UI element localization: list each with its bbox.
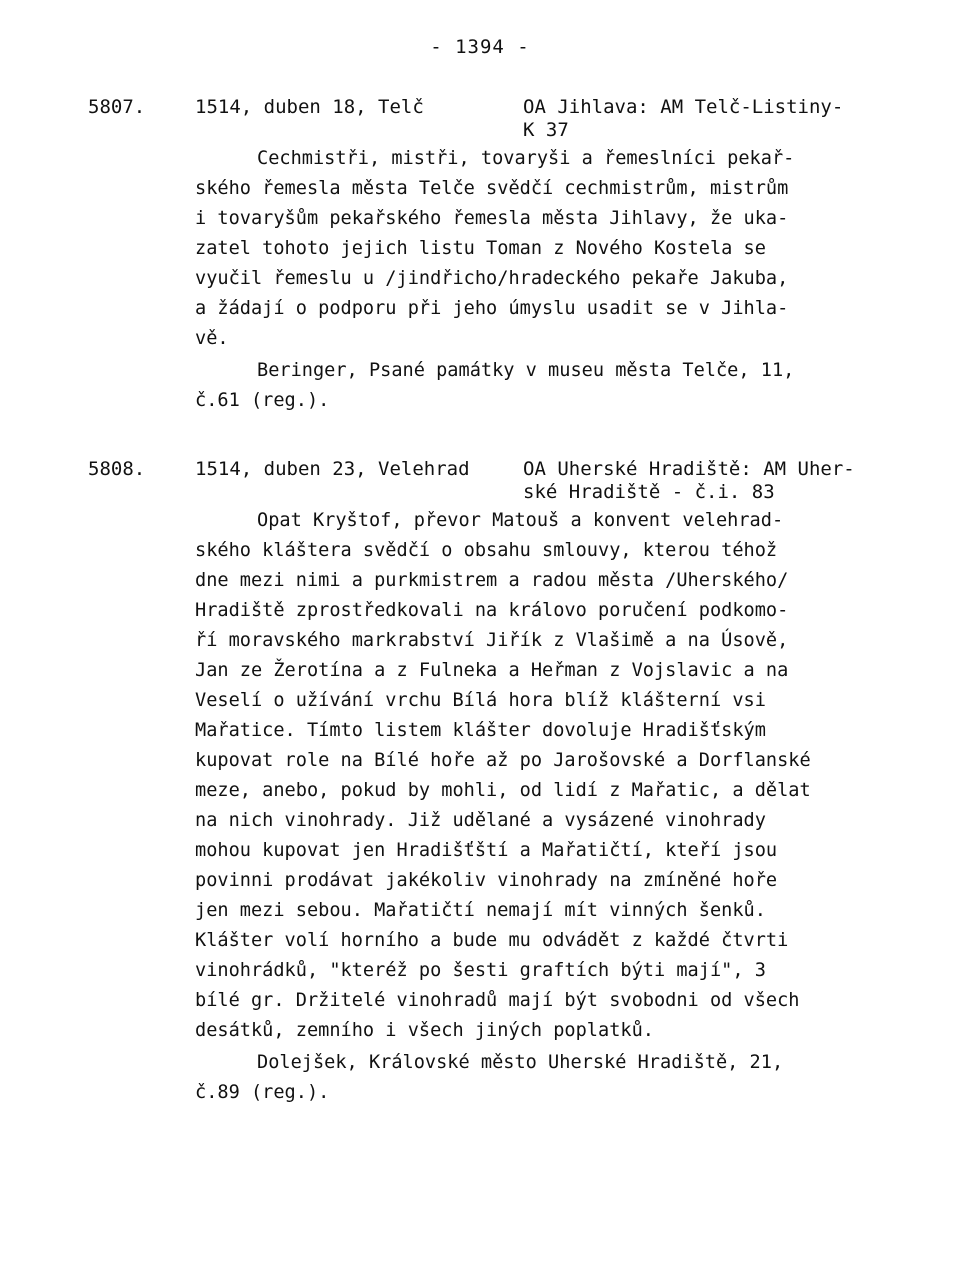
page-number: - 1394 - [430, 36, 530, 58]
archive-line: OA Uherské Hradiště: AM Uher- [523, 458, 855, 480]
text-line: desátků, zemního i všech jiných poplatků. [195, 1020, 654, 1041]
text-line: vyučil řemeslu u /jindřicho/hradeckého pekaře Jakuba, [195, 268, 789, 289]
text-line: Opat Kryštof, převor Matouš a konvent velehrad- [257, 510, 784, 531]
text-line: Veselí o užívání vrchu Bílá hora blíž klášterní vsi [195, 690, 766, 711]
text-line: jen mezi sebou. Mařatičtí nemají mít vinných šenků. [195, 900, 766, 921]
entry-number: 5808. [88, 458, 146, 480]
entry-dateline: 1514, duben 23, Velehrad [195, 458, 470, 480]
text-line: i tovaryšům pekařského řemesla města Jihlavy, že uka- [195, 208, 789, 229]
text-line: bílé gr. Držitelé vinohradů mají být svobodni od všech [195, 990, 800, 1011]
text-line: povinni prodávat jakékoliv vinohrady na zmíněné hoře [195, 870, 778, 891]
bibliographic-reference: Dolejšek, Královské město Uherské Hradiště, 21, [257, 1052, 784, 1073]
text-line: meze, anebo, pokud by mohli, od lidí z Mařatic, a dělat [195, 780, 811, 801]
text-line: Hradiště zprostředkovali na královo poručení podkomo- [195, 600, 789, 621]
text-line: ského kláštera svědčí o obsahu smlouvy, kterou téhož [195, 540, 778, 561]
archive-line: K 37 [523, 119, 569, 141]
bibliographic-reference: č.89 (reg.). [195, 1082, 330, 1103]
text-line: Klášter volí horního a bude mu odvádět z každé čtvrti [195, 930, 789, 951]
entry-number: 5807. [88, 96, 146, 118]
bibliographic-reference: č.61 (reg.). [195, 390, 330, 411]
text-line: zatel tohoto jejich listu Toman z Nového Kostela se [195, 238, 766, 259]
archive-line: ské Hradiště - č.i. 83 [523, 481, 775, 503]
text-line: na nich vinohrady. Již udělané a vysázené vinohrady [195, 810, 766, 831]
archive-line: OA Jihlava: AM Telč-Listiny- [523, 96, 844, 118]
text-line: a žádají o podporu při jeho úmyslu usadit se v Jihla- [195, 298, 789, 319]
text-line: Jan ze Žerotína a z Fulneka a Heřman z Vojslavic a na [195, 660, 789, 681]
bibliographic-reference: Beringer, Psané památky v museu města Telče, 11, [257, 360, 795, 381]
archive-reference [523, 458, 855, 504]
text-line: ského řemesla města Telče svědčí cechmistrům, mistrům [195, 178, 789, 199]
text-line: vinohrádků, "kteréž po šesti graftích býti mají", 3 [195, 960, 766, 981]
text-line: dne mezi nimi a purkmistrem a radou města /Uherského/ [195, 570, 789, 591]
archive-reference [523, 96, 843, 142]
text-line: Cechmistři, mistři, tovaryši a řemeslníci pekař- [257, 148, 795, 169]
entry-dateline: 1514, duben 18, Telč [195, 96, 424, 118]
text-line: vě. [195, 328, 229, 349]
text-line: Mařatice. Tímto listem klášter dovoluje Hradišťským [195, 720, 766, 741]
text-line: kupovat role na Bílé hoře až po Jarošovské a Dorflanské [195, 750, 811, 771]
text-line: ří moravského markrabství Jiřík z Vlašimě a na Úsově, [195, 630, 789, 651]
text-line: mohou kupovat jen Hradišťští a Mařatičtí, kteří jsou [195, 840, 778, 861]
